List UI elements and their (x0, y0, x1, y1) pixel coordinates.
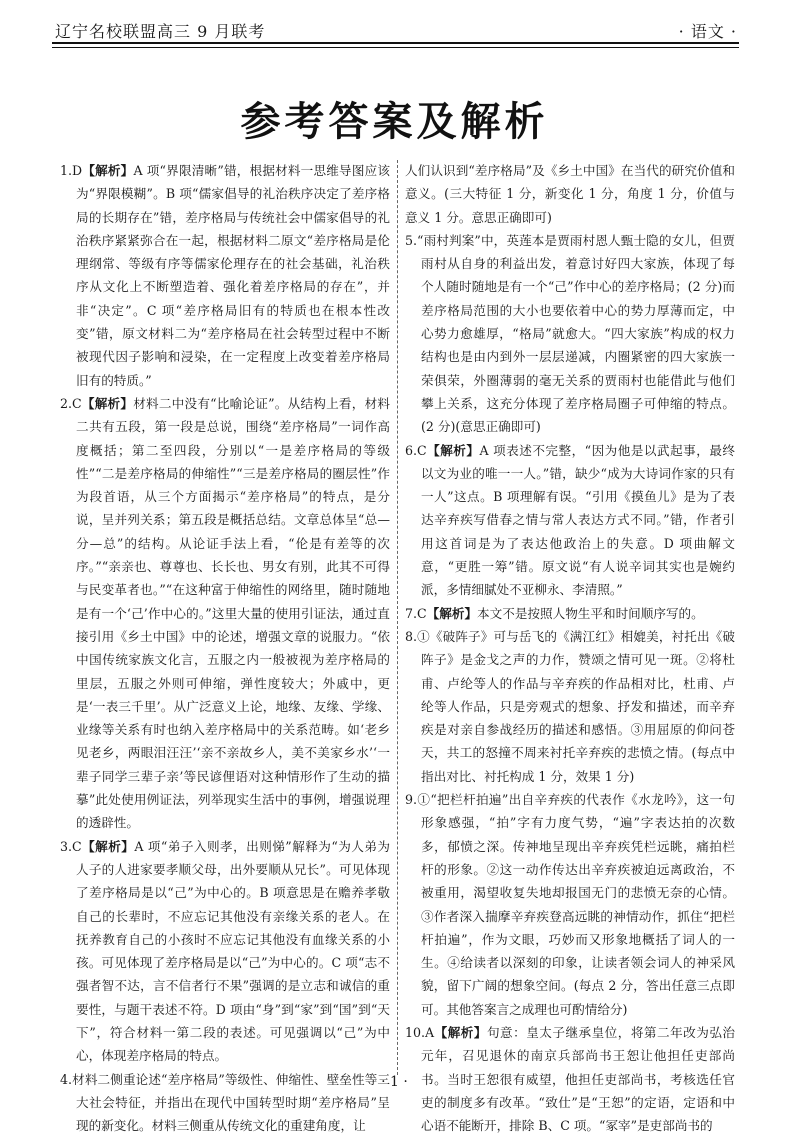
exam-name: 辽宁名校联盟高三 9 月联考 (55, 22, 266, 41)
answer-number: 7.C (405, 605, 427, 621)
analysis-tag: 【解析】 (426, 442, 480, 458)
page-title: 参考答案及解析 (240, 99, 549, 145)
answer-number: 6.C (405, 442, 427, 458)
answer-text: ①《破阵子》可与岳飞的《满江红》相媲美，衬托出《破阵子》是金戈之声的力作，赞颂之情可见一斑。②将杜甫、卢纶等人的作品与辛弃疾的作品相对比，杜甫、卢纶等人作品，只是旁观式的想象、抒发和描述，而辛弃疾是对亲自参战经历的描述和感悟。③用屈原的仰问苍天，共工的怒撞不周来衬托辛弃疾的悲愤之情。(每点中指出对比、衬托构成 1 分，效果 1 分) (417, 628, 735, 784)
answer-item (405, 229, 735, 439)
answer-item (60, 835, 390, 1068)
analysis-tag: 【解析】 (434, 1024, 487, 1040)
answer-number: 3.C (60, 838, 82, 854)
answer-text: “雨村判案”中，英莲本是贾雨村恩人甄士隐的女儿，但贾雨村从自身的利益出发，着意讨好四大家族，体现了每个人随时随地是有一个“己”作中心的差序格局；(2 分)而差序格局范围的大小也要依着中心的势力厚薄而定，中心势力愈雄厚，“格局”就愈大。“四大家族”构成的权力结构也是由内到外一层层递减，内圈紧密的四大家族一荣俱荣，外圈薄弱的毫无关系的贾雨村也能借此与他们攀上关系，这充分体现了差序格局圈子可伸缩的特点。(2 分)(意思正确即可) (417, 232, 735, 435)
header-rule-thin (52, 47, 739, 48)
answer-item (405, 439, 735, 602)
answer-text: 材料二侧重论述“差序格局”等级性、伸缩性、壁垒性等三大社会特征，并指出在现代中国转型时期“差序格局”呈现的新变化。材料三侧重从传统文化的重建角度，让 (72, 1071, 390, 1134)
answer-item (405, 625, 735, 788)
answer-number: 9. (405, 792, 418, 808)
answer-text: A 项“界限清晰”错，根据材料一思维导图应该为“界限模糊”。B 项“儒家倡导的礼治秩序决定了差序格局的长期存在”错，差序格局与传统社会中儒家倡导的礼治秩序紧紧弥合在一起，根据材料二原文“差序格局是伦理纲常、等级有序等儒家伦理存在的社会基础，礼治秩序从文化上不断塑造着、强化着差序格局的存在”，并非“决定”。C 项“差序格局旧有的特质也在根本性改变”错，原文材料二为“差序格局在社会转型过程中不断被现代因子影响和浸染，在一定程度上改变着差序格局旧有的特质。” (76, 163, 390, 388)
column-divider (397, 160, 398, 1075)
answer-item (60, 159, 390, 392)
answer-item (60, 392, 390, 835)
answer-number: 5. (405, 232, 418, 248)
answer-text: 句意：皇太子继承皇位，将第二年改为弘治元年，召见退休的南京兵部尚书王恕让他担任吏部尚书。当时王恕很有威望，他担任吏部尚书，考核选任官吏的制度多有改革。“致仕”是“王恕”的定语，定语和中心语不能断开，排除 B、C 项。“冢宰”是吏部尚书的 (421, 1024, 736, 1134)
answer-number: 4. (60, 1071, 73, 1087)
answer-number: 10.A (405, 1024, 435, 1040)
answer-text: ①“把栏杆拍遍”出自辛弃疾的代表作《水龙吟》，这一句形象感强，“拍”字有力度气势，“遍”字表达拍的次数多，郁愤之深。传神地呈现出辛弃疾凭栏远眺，痛拍栏杆的形象。②这一动作传达出辛弃疾被迫远离政治，不被重用，渴望收复失地却报国无门的悲愤无奈的心情。③作者深入揣摩辛弃疾登高远眺的神情动作，抓住“把栏杆拍遍”，作为文眼，巧妙而又形象地概括了词人的一生。④给读者以深刻的印象，让读者领会词人的神采风貌，留下广阔的想象空间。(每点 2 分，答出任意三点即可。其他答案言之成理也可酌情给分) (417, 792, 735, 1017)
answer-text: 本文不是按照人物生平和时间顺序写的。 (477, 605, 704, 621)
analysis-tag: 【解析】 (426, 605, 478, 621)
right-column (405, 159, 735, 1137)
answer-number: 2.C (60, 395, 82, 411)
header-rule-thick (52, 42, 739, 44)
page-number: · 1 · (381, 1074, 408, 1090)
analysis-tag: 【解析】 (81, 395, 134, 411)
answer-text: 人们认识到“差序格局”及《乡土中国》在当代的研究价值和意义。(三大特征 1 分，新变化 1 分，角度 1 分，价值与意义 1 分。意思正确即可) (405, 163, 735, 225)
answer-text: A 项表述不完整，“因为他是以武起事，最终以文为业的唯一一人。”错，缺少“成为大诗词作家的只有一人”这点。B 项理解有误。“引用《摸鱼儿》是为了表达辛弃疾写借春之情与常人表达方式不同。”错，作者引用这首词是为了表达他政治上的失意。D 项曲解文意，“更胜一筹”错。原文说“有人说辛词其实也是婉约派，多情细腻处不亚柳永、李清照。” (421, 442, 735, 598)
left-column (60, 159, 390, 1137)
answer-text: 材料二中没有“比喻论证”。从结构上看，材料二共有五段，第一段是总说，围绕“差序格局”一词作高度概括；第二至四段，分别以“一是差序格局的等级性”“二是差序格局的伸缩性”“三是差序格局的圈层性”作为段首语，从三个方面揭示“差序格局”的特点，是分说，呈并列关系；第五段是概括总结。文章总体呈“总—分—总”的结构。从论证手法上看，“伦是有差等的次序。”“亲亲也、尊尊也、长长也、男女有别，此其不可得与民变革者也。”“在这种富于伸缩性的网络里，随时随地是有一个‘己’作中心的。”这里大量的使用引证法，通过直接引用《乡土中国》中的论述，增强文章的说服力。“依中国传统家族文化言，五服之内一般被视为差序格局的里层，五服之外则可伸缩，弹性度较大；外戚中，更是‘一表三千里’。从广泛意义上论，地缘、友缘、学缘、业缘等关系有时也纳入差序格局中的关系范畴。如‘老乡见老乡，两眼泪汪汪’‘亲不亲故乡人，美不美家乡水’‘一辈子同学三辈子亲’等民谚俚语对这种情形作了生动的描摹”此处使用例证法，列举现实生活中的事例，增强说理的透辟性。 (76, 395, 390, 831)
analysis-tag: 【解析】 (81, 838, 135, 854)
subject-label: · 语文 · (678, 22, 737, 41)
analysis-tag: 【解析】 (82, 163, 134, 178)
answer-item (405, 159, 735, 229)
answer-item (405, 602, 735, 625)
page-header (55, 10, 737, 42)
answer-text: A 项“弟子入则孝，出则悌”解释为“为人弟为人子的人进家要孝顺父母，出外要顺从兄长”。可见体现了差序格局是以“己”为中心的。B 项意思是在赡养孝敬自己的长辈时，不应忘记其他没有亲缘关系的老人。在抚养教育自己的小孩时不应忘记其他没有血缘关系的小孩。可见体现了差序格局是以“己”为中心的。C 项“志不强者智不达，言不信者行不果”强调的是立志和诚信的重要性，与题干表述不符。D 项由“身”到“家”到“国”到“天下”，符合材料一第二段的表述。可见强调以“己”为中心，体现差序格局的特点。 (76, 838, 390, 1064)
answer-number: 1.D (60, 163, 83, 178)
answer-number: 8. (405, 628, 418, 644)
answer-item (405, 788, 735, 1021)
